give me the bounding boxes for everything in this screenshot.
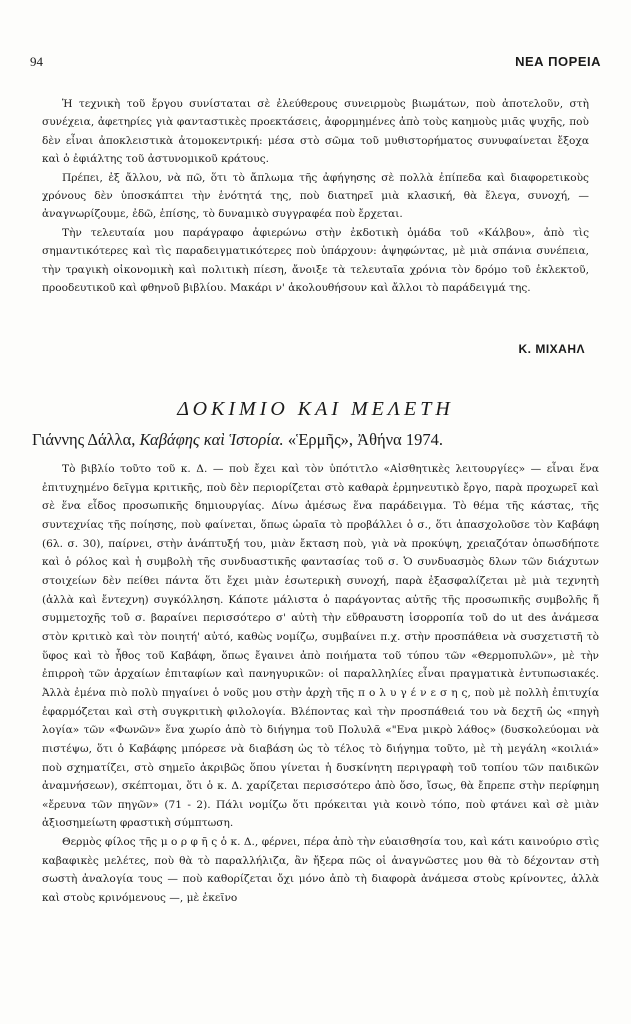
review-book-title: Καβάφης καὶ Ἱστορία. [139,430,284,449]
review-body [42,460,599,908]
journal-title: ΝΕΑ ΠΟΡΕΙΑ [515,54,601,69]
paragraph: Τὴν τελευταία μου παράγραφο ἀφιερώνω στὴν ἐκδοτικὴ ὁμάδα τοῦ «Κάλβου», ἀπὸ τὶς σημαντικότερες καὶ τὶς παραδειγματικότερες ποὺ ὑπάρχουν: ἀψηφώντας, μὲ μιὰ σπάνια συνέπεια, τὴν τραγικὴ οἰκονομικὴ καὶ πολιτικὴ πίεση, ἄνοιξε τὰ τελευταῖα χρόνια τὸν δρόμο τοῦ ἐκλεκτοῦ, προοδευτικοῦ καὶ φθηνοῦ βιβλίου. Μακάρι ν' ἀκολουθήσουν καὶ ἄλλοι τὸ παράδειγμά της. [42,226,589,295]
paragraph: Πρέπει, ἐξ ἄλλου, νὰ πῶ, ὅτι τὸ ἄπλωμα τῆς ἀφήγησης σὲ πολλὰ ἐπίπεδα καὶ διαφορετικοὺς χρόνους δὲν ὑποσκάπτει τὴν ἑνότητά της, ποὺ διατηρεῖ μιὰ κλασική, θὰ ἔλεγα, συνοχή, — ἀναγνωρίζουμε, ἐδῶ, ἐπίσης, τὸ δυναμικὸ συγγραφέα ποὺ ἔρχεται. [42,171,589,221]
page-number: 94 [30,54,43,69]
paragraph: Θερμὸς φίλος τῆς μ ο ρ φ ῆ ς ὁ κ. Δ., φέρνει, πέρα ἀπὸ τὴν εὐαισθησία του, καὶ κάτι καινούριο στὶς καβαφικὲς μελέτες, ποὺ θὰ τὸ παραλλήλιζα, ἂν ἤξερα πῶς οἱ ἀναγνῶστες μου θὰ τὸ δέχονταν στὴ σωστὴ ἀναλογία τους — ποὺ καθορίζεται ὄχι μόνο ἀπὸ τὴ διαφορὰ ἀνάμεσα στοὺς κρίνοντες, ἀλλὰ καὶ στοὺς κρινόμενους —, μὲ ἐκεῖνο [42,836,599,905]
author-signature: Κ. ΜΙΧΑΗΛ [518,342,585,356]
previous-review-ending [42,95,589,297]
section-title: ΔΟΚΙΜΙΟ ΚΑΙ ΜΕΛΕΤΗ [177,398,454,420]
paragraph: Τὸ βιβλίο τοῦτο τοῦ κ. Δ. — ποὺ ἔχει καὶ τὸν ὑπότιτλο «Αἰσθητικὲς λειτουργίες» — εἶναι ἕνα ἐπιτυχημένο δεῖγμα κριτικῆς, ποὺ δὲν περιορίζεται στὸ καθαρὰ ἑρμηνευτικὸ ἔργο, παρὰ προχωρεῖ καὶ σὲ ἕνα εἶδος προσωπικῆς δημιουργίας. Δίνω ἀμέσως ἕνα παράδειγμα. Τὸ θέμα τῆς κάστας, τῆς συντεχνίας τῆς ποίησης, ποὺ φαίνεται, ὅπως ὡραῖα τὸ προβάλλει ὁ σ., ὅτι ἀπασχολοῦσε τὸν Καβάφη (6λ. σ. 30), παίρνει, στὴν ἀνάπτυξή του, μιὰν ἔκταση ποὺ, γιὰ νὰ προκύψη, χρειαζόταν ὁπωσδήποτε καὶ ὁ ρόλος καὶ ἡ συμβολὴ τῆς συνδυαστικῆς φαντασίας τοῦ σ. Ὁ συνδυασμὸς δλων τῶν διάχυτων στοιχείων δὲν πείθει πάντα ὅτι ἔχει μιὰν ἐσωτερικὴ συνοχή, παρὰ ἐξασφαλίζεται μὲ μιὰ τεχνητὴ (ἀλλὰ καὶ ἔντεχνη) συγκόλληση. Κάποτε μάλιστα ὁ παράγοντας αὐτῆς τῆς προσωπικῆς συμβολῆς ἤ συμμετοχῆς τοῦ σ. βαραίνει περισσότερο σ' αὐτὴ τὴν εὔθραυστη ἰσορροπία τοῦ do ut des ἀνάμεσα στὸν κριτικὸ καὶ τὸν ποιητή' αὐτό, καθὼς νομίζω, συμβαίνει π.χ. στὴν προσπάθεια νὰ συσχετιστῆ τὸ ὕφος καὶ τὸ ἦθος τοῦ Καβάφη, ὅπως ἔγαινει ἀπὸ ποιήματα τοῦ τύπου τῶν «Θερμοπυλῶν», μὲ τὴν ἐπιρροὴ τῶν ἀρχαίων ἐπιταφίων καὶ πανηγυρικῶν: οἱ παραλληλίες εἶναι πραγματικὰ ἐντυπωσιακές. Ἀλλὰ ἐμένα πιὸ πολὺ πηγαίνει ὁ νοῦς μου στὴν ἀρχὴ τῆς π ο λ υ γ έ ν ε σ η ς, ποὺ μὲ πολλὴ ἐπιτυχία ἐφαρμόζεται καὶ στὴ συγκριτικὴ φιλολογία. Βλέποντας καὶ τὴν προσπάθειά του νὰ δεχτῆ ὡς «πηγὴ λογία» τῶν «Φωνῶν» ἕνα χωρίο ἀπὸ τὸ διήγημα τοῦ Πολυλᾶ «"Ενα μικρὸ λάθος» (δυσκολεύομαι νὰ πιστέψω, ὅτι ὁ Καβάφης μπόρεσε νὰ διαβάση ὡς τὸ τέλος τὸ διήγημα τοῦτο, μὲ τὴ μεγάλη «κοιλιά» ποὺ σχηματίζει, στὸ σημεῖο ἀκριβῶς ὅπου γίνεται ἡ δυσκίνητη περιγραφὴ τοῦ τοπίου τῶν παιδικῶν ἀναμνήσεων), σκέπτομαι, ὅτι ὁ κ. Δ. χαρίζεται περισσότερο ἀπὸ ὅσο, ἴσως, θὰ ἔπρεπε στὴν περίφημη «ἔρευνα τῶν πηγῶν» (71 - 2). Πάλι νομίζω ὅτι πρόκειται γιὰ κοινὸ τόπο, ποὺ φτάνει καὶ σὲ μιὰν ἀξιοσημείωτη φραστικὴ σύμπτωση. [42,463,599,830]
paragraph: Ἡ τεχνικὴ τοῦ ἔργου συνίσταται σὲ ἐλεύθερους συνειρμοὺς βιωμάτων, ποὺ ἀποτελοῦν, στὴ συνέχεια, ἀφετηρίες γιὰ φανταστικὲς προεκτάσεις, ἀφορμημένες ἀπὸ τοὺς καημοὺς μιᾶς ψυχῆς, ποὺ δὲν εἶναι ἀποκλειστικὰ ἀτομοκεντρική: μέσα στὸ σῶμα τοῦ μυθιστορήματος συνυφαίνεται ἔξοχα καὶ ὁ ἐφιάλτης τοῦ ἀστυνομικοῦ κράτους. [42,98,589,166]
review-heading [32,430,601,450]
review-author: Γιάννης Δάλλα, [32,430,136,449]
review-publisher: «Ἑρμῆς», Ἀθήνα 1974. [287,430,443,449]
page-header [30,54,601,70]
